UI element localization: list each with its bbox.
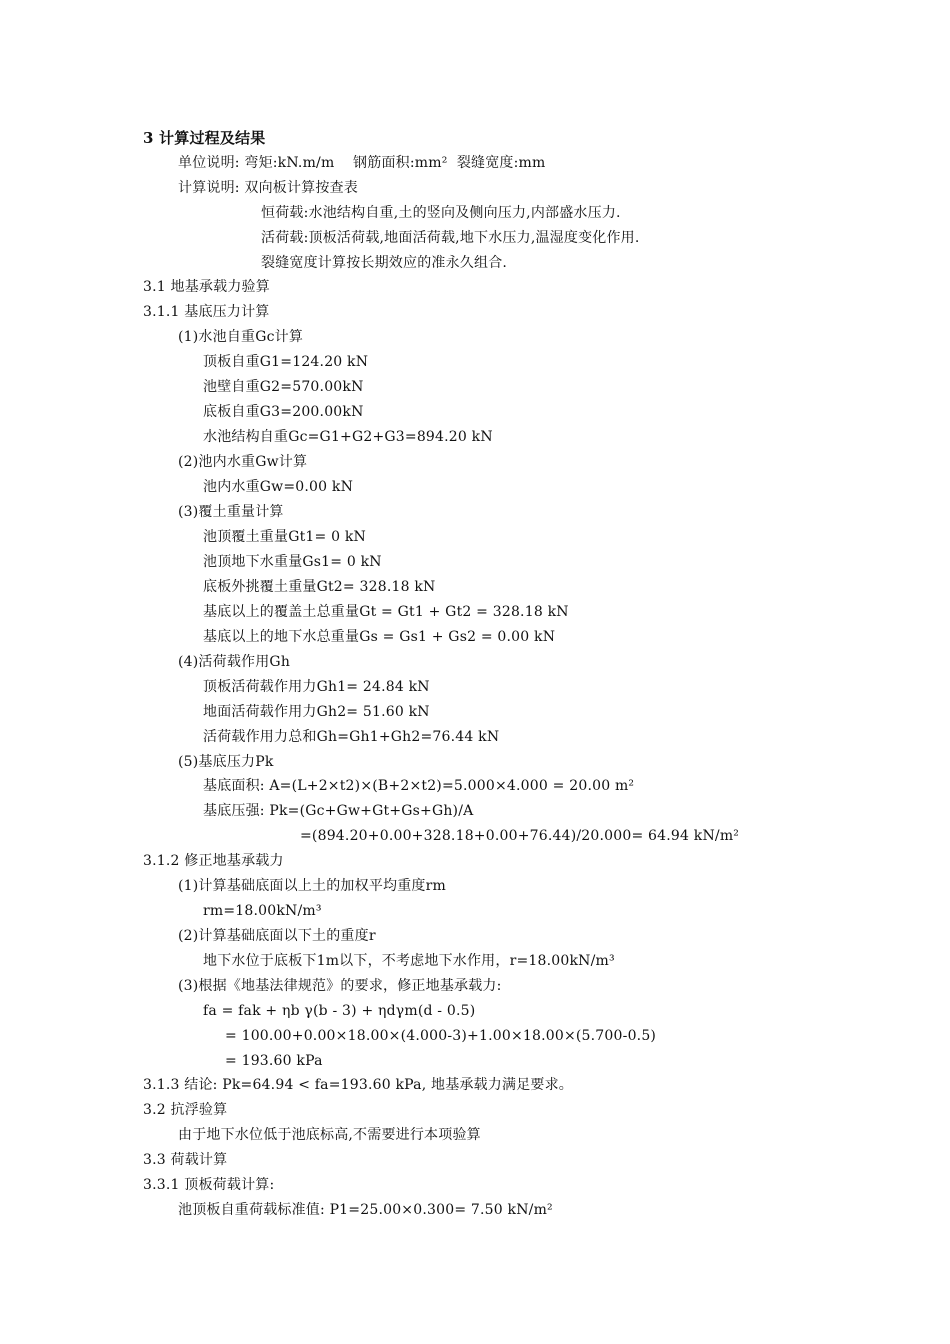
r-heading: (2)计算基础底面以下土的重度r [178, 928, 376, 944]
wall-weight: 池壁自重G2=570.00kN [203, 379, 364, 395]
base-area: 基底面积: A=(L+2×t2)×(B+2×t2)=5.000×4.000 = 20.00 m² [203, 778, 635, 794]
overhang-soil-weight: 底板外挑覆土重量Gt2= 328.18 kN [203, 579, 436, 595]
crack-width-note: 裂缝宽度计算按长期效应的准永久组合. [261, 255, 508, 271]
section-heading-3-3-1: 3.3.1 顶板荷载计算: [143, 1177, 275, 1193]
section-heading-3-1: 3.1 地基承载力验算 [143, 279, 270, 295]
structure-weight: 水池结构自重Gc=G1+G2+G3=894.20 kN [203, 429, 493, 445]
roof-groundwater-weight: 池顶地下水重量Gs1= 0 kN [203, 554, 382, 570]
total-live-load: 活荷载作用力总和Gh=Gh1+Gh2=76.44 kN [203, 729, 500, 745]
rm-value: rm=18.00kN/m³ [203, 903, 322, 919]
roof-self-weight-load: 池顶板自重荷载标准值: P1=25.00×0.300= 7.50 kN/m² [178, 1202, 553, 1218]
dead-load-note: 恒荷载:水池结构自重,土的竖向及侧向压力,内部盛水压力. [261, 205, 621, 221]
total-soil-weight: 基底以上的覆盖土总重量Gt = Gt1 + Gt2 = 328.18 kN [203, 604, 569, 620]
anti-float-note: 由于地下水位低于池底标高,不需要进行本项验算 [178, 1127, 481, 1143]
fa-heading: (3)根据《地基法律规范》的要求，修正地基承载力: [178, 978, 502, 994]
fa-formula: fa = fak + ηb γ(b - 3) + ηdγm(d - 0.5) [203, 1003, 476, 1019]
unit-description: 单位说明: 弯矩:kN.m/m 钢筋面积:mm² 裂缝宽度:mm [178, 155, 546, 171]
item-1-heading: (1)水池自重Gc计算 [178, 329, 304, 345]
section-heading-3: 3 计算过程及结果 [143, 129, 266, 147]
fa-substitution: = 100.00+0.00×18.00×(4.000-3)+1.00×18.00×(5.700-0.5) [225, 1028, 657, 1044]
calc-description: 计算说明: 双向板计算按查表 [178, 180, 358, 196]
roof-live-load: 顶板活荷载作用力Gh1= 24.84 kN [203, 679, 430, 695]
item-5-heading: (5)基底压力Pk [178, 754, 274, 770]
roof-soil-weight: 池顶覆土重量Gt1= 0 kN [203, 529, 366, 545]
fa-result: = 193.60 kPa [225, 1053, 323, 1069]
section-heading-3-3: 3.3 荷载计算 [143, 1152, 228, 1168]
item-3-heading: (3)覆土重量计算 [178, 504, 284, 520]
conclusion-3-1-3: 3.1.3 结论: Pk=64.94 < fa=193.60 kPa, 地基承载力满足要求。 [143, 1077, 573, 1093]
bottom-slab-weight: 底板自重G3=200.00kN [203, 404, 364, 420]
section-heading-3-1-2: 3.1.2 修正地基承载力 [143, 853, 284, 869]
base-pressure-result: =(894.20+0.00+328.18+0.00+76.44)/20.000= 64.94 kN/m² [300, 828, 740, 844]
rm-heading: (1)计算基础底面以上土的加权平均重度rm [178, 878, 446, 894]
total-groundwater-weight: 基底以上的地下水总重量Gs = Gs1 + Gs2 = 0.00 kN [203, 629, 556, 645]
section-heading-3-1-1: 3.1.1 基底压力计算 [143, 304, 270, 320]
section-heading-3-2: 3.2 抗浮验算 [143, 1102, 228, 1118]
water-weight: 池内水重Gw=0.00 kN [203, 479, 354, 495]
roof-slab-weight: 顶板自重G1=124.20 kN [203, 354, 369, 370]
r-value: 地下水位于底板下1m以下，不考虑地下水作用，r=18.00kN/m³ [203, 953, 615, 969]
base-pressure-formula: 基底压强: Pk=(Gc+Gw+Gt+Gs+Gh)/A [203, 803, 474, 819]
item-4-heading: (4)活荷载作用Gh [178, 654, 291, 670]
live-load-note: 活荷载:顶板活荷载,地面活荷载,地下水压力,温湿度变化作用. [261, 230, 640, 246]
ground-live-load: 地面活荷载作用力Gh2= 51.60 kN [203, 704, 430, 720]
item-2-heading: (2)池内水重Gw计算 [178, 454, 308, 470]
